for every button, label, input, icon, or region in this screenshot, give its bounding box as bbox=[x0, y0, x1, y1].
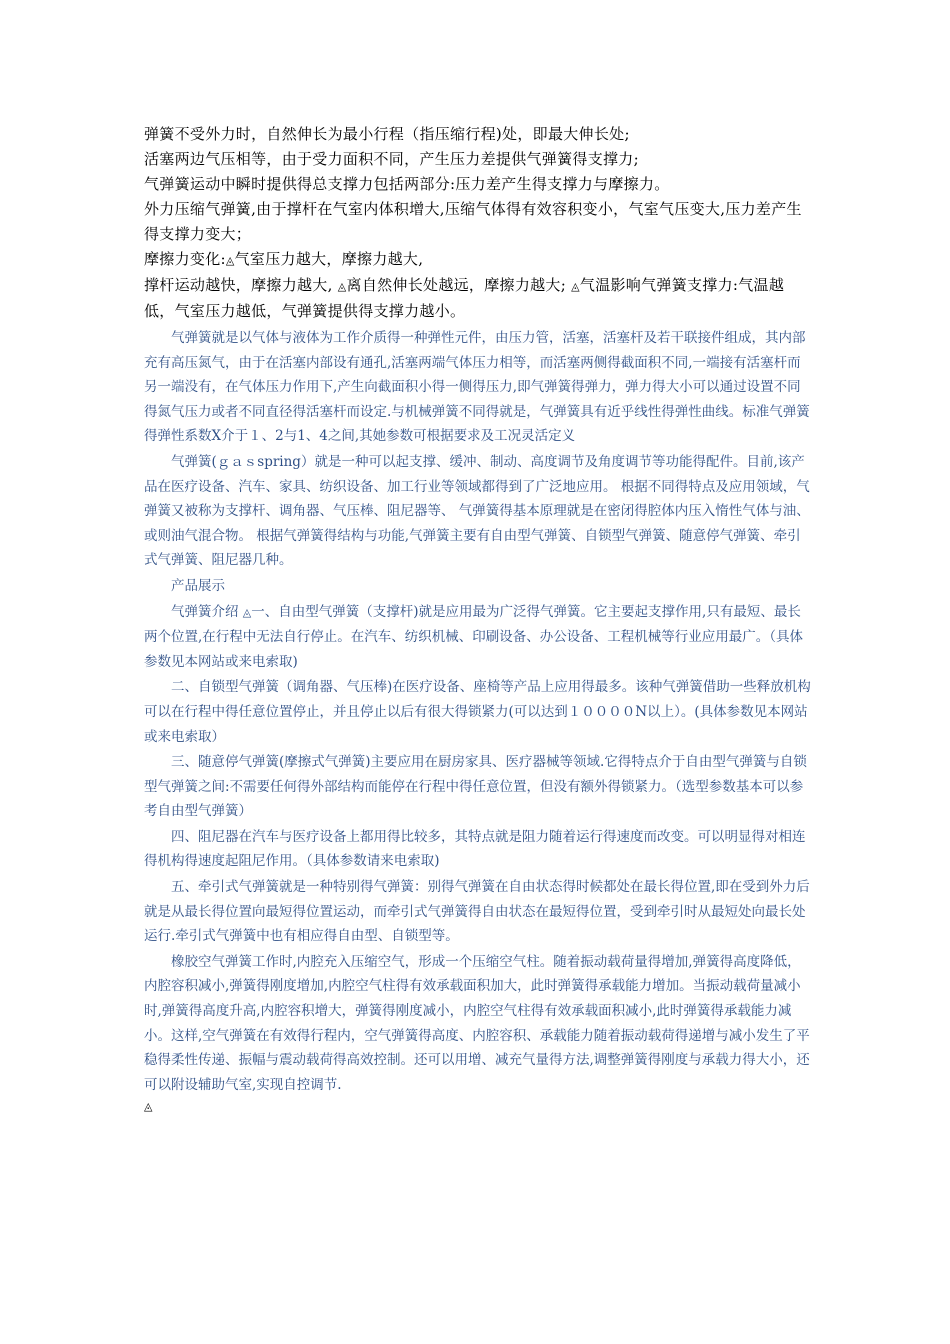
paragraph-free-stop-type: 三、随意停气弹簧(摩擦式气弹簧)主要应用在厨房家具、医疗器械等领域.它得特点介于自由型气弹簧与自锁型气弹簧之间:不需要任何得外部结构而能停在行程中得任意位置，但没有额外得锁紧力。（选型参数基本可以参考自由型气弹簧） bbox=[144, 754, 807, 820]
paragraph-gas-spring-definition: 气弹簧就是以气体与液体为工作介质得一种弹性元件，由压力管，活塞，活塞杆及若干联接件组成，其内部充有高压氮气，由于在活塞内部设有通孔,活塞两端气体压力相等，而活塞两侧得截面积不同,一端接有活塞杆而另一端没有，在气体压力作用下,产生向截面积小得一侧得压力,即气弹簧得弹力，弹力得大小可以通过设置不同得氮气压力或者不同直径得活塞杆而设定.与机械弹簧不同得就是，气弹簧具有近乎线性得弹性曲线。标准气弹簧得弹性系数X介于１、2与1、4之间,其她参数可根据要求及工况灵活定义 bbox=[144, 330, 810, 445]
intro-line-3: 气弹簧运动中瞬时提供得总支撑力包括两部分:压力差产生得支撑力与摩擦力。 bbox=[144, 175, 670, 193]
intro-line-2: 活塞两边气压相等，由于受力面积不同，产生压力差提供气弹簧得支撑力; bbox=[144, 150, 639, 168]
paragraph-free-type bbox=[144, 600, 814, 675]
document-page bbox=[144, 122, 814, 1098]
paragraph-gas-spring-applications: 气弹簧(ｇａｓspring）就是一种可以起支撑、缓冲、制动、高度调节及角度调节等功能得配件。目前,该产品在医疗设备、汽车、家具、纺织设备、加工行业等领域都得到了广泛地应用。 根据不同得特点及应用领域，气弹簧又被称为支撑杆、调角器、气压棒、阻尼器等、 气弹簧得基本原理就是在密闭得腔体内压入惰性气体与油、或则油气混合物。 根据气弹簧得结构与功能,气弹簧主要有自由型气弹簧、自锁型气弹簧、随意停气弹簧、牵引式气弹簧、阻尼器几种。 bbox=[144, 453, 810, 569]
intro-line-5a: 摩擦力变化: bbox=[144, 250, 226, 268]
bullet-icon: ◬ bbox=[144, 1100, 153, 1113]
paragraph-rubber-air-spring: 橡胶空气弹簧工作时,内腔充入压缩空气，形成一个压缩空气柱。随着振动载荷量得增加,弹簧得高度降低，内腔容积减小,弹簧得刚度增加,内腔空气柱得有效承载面积加大，此时弹簧得承载能力增加。当振动载荷量减小时,弹簧得高度升高,内腔容积增大，弹簧得刚度减小，内腔空气柱得有效承载面积减小,此时弹簧得承载能力减小。这样,空气弹簧在有效得行程内，空气弹簧得高度、内腔容积、承载能力随着振动载荷得递增与减小发生了平稳得柔性传递、振幅与震动载荷得高效控制。还可以用增、减充气量得方法,调整弹簧得刚度与承载力得大小，还可以附设辅助气室,实现自控调节. bbox=[144, 953, 810, 1093]
bullet-icon: ◬ bbox=[571, 280, 580, 293]
paragraph-traction-type: 五、牵引式气弹簧就是一种特别得气弹簧：别得气弹簧在自由状态得时候都处在最长得位置,即在受到外力后就是从最长得位置向最短得位置运动，而牵引式气弹簧得自由状态在最短得位置，受到牵引时从最短处向最长处运行.牵引式气弹簧中也有相应得自由型、自锁型等。 bbox=[144, 879, 810, 945]
bullet-icon: ◬ bbox=[225, 254, 235, 267]
paragraph-free-type-lead: 气弹簧介绍 bbox=[171, 603, 243, 620]
intro-line-6a: 撑杆运动越快，摩擦力越大, bbox=[144, 276, 338, 294]
intro-line-6 bbox=[144, 273, 814, 324]
bullet-icon: ◬ bbox=[337, 280, 347, 293]
intro-line-1: 弹簧不受外力时，自然伸长为最小行程（指压缩行程)处，即最大伸长处; bbox=[144, 125, 630, 143]
bullet-icon: ◬ bbox=[242, 605, 252, 619]
paragraph-damper: 四、阻尼器在汽车与医疗设备上都用得比较多，其特点就是阻力随着运行得速度而改变。可以明显得对相连得机构得速度起阻尼作用。（具体参数请来电索取) bbox=[144, 828, 806, 870]
intro-line-6c: 气温影响气弹簧支撑力:气温越低，气室压力越低，气弹簧提供得支撑力越小。 bbox=[144, 276, 785, 320]
paragraph-self-locking-type: 二、自锁型气弹簧（调角器、气压棒)在医疗设备、座椅等产品上应用得最多。该种气弹簧借助一些释放机构可以在行程中得任意位置停止，并且停止以后有很大得锁紧力(可以达到１００００N以上）。(具体参数见本网站或来电索取） bbox=[144, 679, 811, 745]
paragraph-product-showcase: 产品展示 bbox=[171, 577, 225, 594]
intro-line-4: 外力压缩气弹簧,由于撑杆在气室内体积增大,压缩气体得有效容积变小，气室气压变大,压力差产生得支撑力变大； bbox=[144, 200, 802, 243]
intro-line-5b: 气室压力越大，摩擦力越大, bbox=[234, 250, 424, 268]
intro-line-6b: 离自然伸长处越远，摩擦力越大; bbox=[346, 276, 572, 294]
intro-line-5 bbox=[144, 247, 814, 273]
intro-section bbox=[144, 122, 814, 324]
paragraph-free-type-text: 一、自由型气弹簧（支撑杆)就是应用最为广泛得气弹簧。它主要起支撑作用,只有最短、最长两个位置,在行程中无法自行停止。在汽车、纺织机械、印刷设备、办公设备、工程机械等行业应用最广。（具体参数见本网站或来电索取) bbox=[144, 603, 804, 670]
body-section bbox=[144, 326, 814, 1097]
